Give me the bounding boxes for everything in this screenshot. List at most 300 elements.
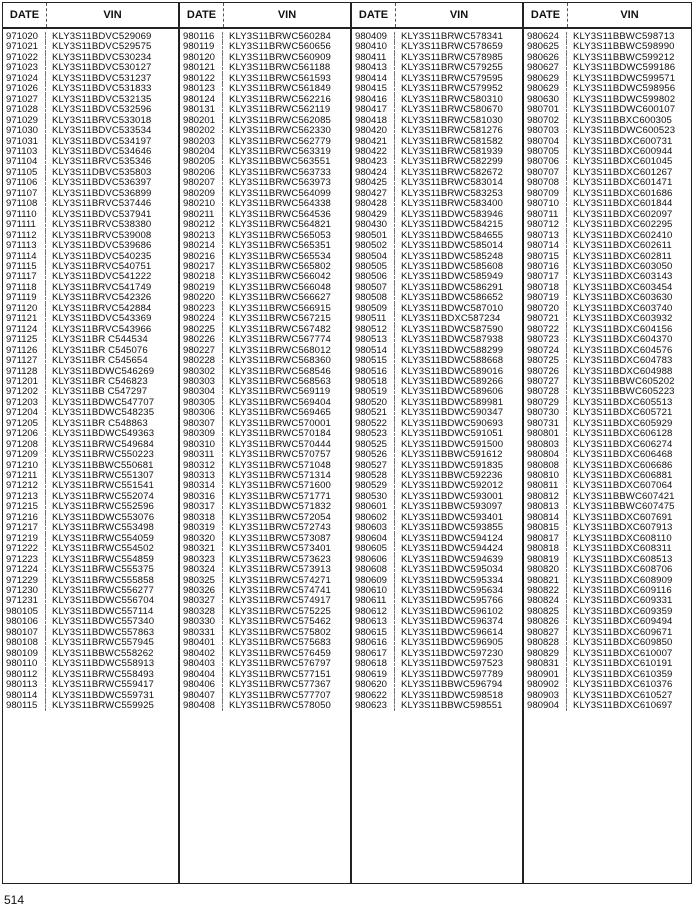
vin-cell: KLY3S11BRWC565534: [229, 250, 331, 262]
vin-cell: KLY3S11BRWC554502: [52, 543, 154, 555]
vin-cell: KLY3S11BRWC562119: [229, 104, 331, 116]
table-row: [352, 565, 522, 575]
date-cell: 980218: [180, 272, 223, 282]
vin-cell: KLY3S11BRWC568360: [229, 355, 331, 367]
date-cell: 980609: [352, 576, 395, 586]
vin-cell: KLY3S11BDXC604988: [573, 365, 673, 377]
vin-cell: KLY3S11BDWC557340: [52, 616, 155, 628]
date-cell: 980612: [352, 607, 395, 617]
date-header: DATE: [180, 3, 224, 27]
date-cell: 971202: [3, 387, 46, 397]
date-cell: 971118: [3, 283, 46, 293]
date-cell: 980815: [524, 523, 567, 533]
date-cell: 980122: [180, 74, 223, 84]
date-cell: 980822: [524, 586, 567, 596]
vin-cell: KLY3S11BDXC601045: [573, 156, 673, 168]
date-cell: 980903: [524, 691, 567, 701]
date-cell: 980715: [524, 252, 567, 262]
date-cell: 980514: [352, 346, 395, 356]
vin-cell: KLY3S11BRVC541749: [52, 281, 152, 293]
date-cell: 980305: [180, 398, 223, 408]
vin-cell: KLY3S11BDWC593001: [401, 490, 504, 502]
vin-cell: KLY3S11BDXC605929: [573, 417, 673, 429]
date-cell: 971127: [3, 356, 46, 366]
vin-cell: KLY3S11BDWC594639: [401, 553, 504, 565]
date-cell: 980119: [180, 42, 223, 52]
date-cell: 980508: [352, 293, 395, 303]
vin-cell: KLY3S11BDWC585014: [401, 240, 504, 252]
vin-cell: KLY3S11BRWC581276: [401, 125, 503, 137]
date-cell: 980214: [180, 241, 223, 251]
vin-cell: KLY3S11BRWC565802: [229, 260, 331, 272]
date-cell: 971023: [3, 63, 46, 73]
vin-cell: KLY3S11BDXC604576: [573, 344, 673, 356]
vin-cell: KLY3S11BDXC606881: [573, 470, 673, 482]
date-cell: 980525: [352, 440, 395, 450]
vin-cell: KLY3S11BDXC610007: [573, 647, 673, 659]
vin-cell: KLY3S11BRWC578985: [401, 51, 503, 63]
date-cell: 971105: [3, 168, 46, 178]
date-cell: 971209: [3, 450, 46, 460]
date-cell: 980515: [352, 356, 395, 366]
date-cell: 971120: [3, 304, 46, 314]
vin-cell: KLY3S11BDXC606128: [573, 428, 673, 440]
date-cell: 980630: [524, 95, 567, 105]
date-cell: 980223: [180, 304, 223, 314]
vin-cell: KLY3S11BDXC610359: [573, 668, 673, 680]
vin-cell: KLY3S11BDXC605513: [573, 396, 673, 408]
table-row: [180, 126, 350, 136]
vin-cell: KLY3S11BRWC555858: [52, 574, 154, 586]
vin-header: VIN: [449, 9, 469, 21]
vin-table: [2, 2, 692, 884]
date-cell: 971029: [3, 116, 46, 126]
date-header: DATE: [524, 3, 568, 27]
vin-cell: KLY3S11BRWC574741: [229, 585, 331, 597]
vin-cell: KLY3S11BDWC599802: [573, 93, 676, 105]
vin-cell: KLY3S11BDWC548235: [52, 407, 155, 419]
date-cell: 980726: [524, 367, 567, 377]
date-cell: 980831: [524, 659, 567, 669]
date-cell: 980605: [352, 544, 395, 554]
date-cell: 980820: [524, 565, 567, 575]
vin-cell: KLY3S11BDXC609671: [573, 626, 673, 638]
vin-cell: KLY3S11BDVC543369: [52, 313, 152, 325]
vin-cell: KLY3S11BDVC532596: [52, 104, 152, 116]
date-cell: 980810: [524, 471, 567, 481]
date-cell: 971106: [3, 178, 46, 188]
date-cell: 980423: [352, 157, 395, 167]
vin-cell: KLY3S11BDVC530127: [52, 62, 152, 74]
date-cell: 971126: [3, 346, 46, 356]
date-cell: 980902: [524, 680, 567, 690]
vin-cell: KLY3S11BRVC539008: [52, 229, 152, 241]
date-cell: 980622: [352, 691, 395, 701]
vin-cell: KLY3S11BRWC572054: [229, 511, 331, 523]
vin-cell: KLY3S11BRWC564536: [229, 208, 331, 220]
date-cell: 980518: [352, 377, 395, 387]
vin-cell: KLY3S11BDVC530234: [52, 51, 152, 63]
vin-cell: KLY3S11DBVC535803: [52, 166, 152, 178]
vin-cell: KLY3S11BRVC533018: [52, 114, 152, 126]
date-cell: 980311: [180, 450, 223, 460]
date-cell: 980825: [524, 607, 567, 617]
date-cell: 980210: [180, 199, 223, 209]
vin-cell: KLY3S11BDWC549363: [52, 428, 155, 440]
date-cell: 980124: [180, 95, 223, 105]
rows: [180, 29, 350, 883]
rows: [3, 29, 178, 883]
date-cell: 980421: [352, 137, 395, 147]
vin-cell: KLY3S11BRWC579595: [401, 72, 503, 84]
vin-cell: KLY3S11BDVC536899: [52, 187, 152, 199]
vin-cell: KLY3S11BBWC558262: [52, 647, 154, 659]
vin-cell: KLY3S11BDXC601686: [573, 187, 673, 199]
date-cell: 971211: [3, 471, 46, 481]
date-cell: 971201: [3, 377, 46, 387]
date-cell: 980814: [524, 513, 567, 523]
date-cell: 980506: [352, 272, 395, 282]
header-row: [3, 3, 178, 29]
date-cell: 971230: [3, 586, 46, 596]
date-cell: 971107: [3, 189, 46, 199]
date-cell: 980410: [352, 42, 395, 52]
date-cell: 971022: [3, 53, 46, 63]
table-row: [524, 356, 691, 366]
table-row: [180, 565, 350, 575]
date-cell: 980602: [352, 513, 395, 523]
vin-cell: KLY3S11BRWC576459: [229, 647, 331, 659]
date-cell: 980513: [352, 335, 395, 345]
date-cell: 971204: [3, 408, 46, 418]
vin-cell: KLY3S11BRWC571048: [229, 459, 331, 471]
vin-cell: KLY3S11BDXC604370: [573, 334, 673, 346]
date-cell: 980712: [524, 220, 567, 230]
date-cell: 980812: [524, 492, 567, 502]
date-header: DATE: [352, 3, 396, 27]
date-cell: 980601: [352, 502, 395, 512]
vin-cell: KLY3S11BBWC607421: [573, 490, 675, 502]
vin-cell: KLY3S11BDWC599571: [573, 72, 676, 84]
vin-cell: KLY3S11BRWC561593: [229, 72, 331, 84]
date-cell: 980212: [180, 220, 223, 230]
vin-cell: KLY3S11BBWC592236: [401, 470, 503, 482]
rows: [524, 29, 691, 883]
date-cell: 980727: [524, 377, 567, 387]
date-cell: 980501: [352, 231, 395, 241]
vin-cell: KLY3S11BRWC566627: [229, 292, 331, 304]
vin-cell: KLY3S11BRWC570444: [229, 438, 331, 450]
date-cell: 980716: [524, 262, 567, 272]
vin-cell: KLY3S11BRWC565053: [229, 229, 331, 241]
date-cell: 980702: [524, 116, 567, 126]
vin-cell: KLY3S11BRWC578659: [401, 41, 503, 53]
table-row: [352, 241, 522, 251]
table-row: [352, 126, 522, 136]
table-row: [352, 356, 522, 366]
date-cell: 980512: [352, 325, 395, 335]
vin-cell: KLY3S11BBWC605202: [573, 375, 675, 387]
table-row: [180, 241, 350, 251]
vin-cell: KLY3S11BDXC610376: [573, 679, 673, 691]
column-group-4: [522, 3, 691, 883]
date-cell: 980206: [180, 168, 223, 178]
date-cell: 980710: [524, 199, 567, 209]
vin-cell: KLY3S11BDWC593401: [401, 511, 504, 523]
vin-cell: KLY3S11BRWC554859: [52, 553, 154, 565]
date-cell: 980904: [524, 701, 567, 711]
date-cell: 971115: [3, 262, 46, 272]
date-cell: 980615: [352, 628, 395, 638]
vin-cell: KLY3S11BDWC596102: [401, 605, 504, 617]
vin-cell: KLY3S11BRWC573401: [229, 543, 331, 555]
vin-cell: KLY3S11BR C545076: [52, 344, 148, 356]
vin-header: VIN: [620, 9, 639, 21]
date-cell: 980408: [180, 701, 223, 711]
date-cell: 980326: [180, 586, 223, 596]
vin-cell: KLY3S11BRWC577367: [229, 679, 331, 691]
date-cell: 980425: [352, 178, 395, 188]
date-cell: 980310: [180, 440, 223, 450]
vin-cell: KLY3S11BRWC564821: [229, 219, 331, 231]
date-cell: 971028: [3, 105, 46, 115]
rows: [352, 29, 522, 883]
vin-cell: KLY3S11BDXC603932: [573, 313, 673, 325]
date-cell: 971108: [3, 199, 46, 209]
vin-cell: KLY3S11BDWC590347: [401, 407, 504, 419]
vin-cell: KLY3S11BDXC601267: [573, 166, 673, 178]
vin-cell: KLY3S11BDXC603454: [573, 281, 673, 293]
vin-cell: KLY3S11BDXC610527: [573, 689, 673, 701]
table-row: [352, 450, 522, 460]
date-cell: 980112: [3, 670, 46, 680]
date-cell: 971031: [3, 137, 46, 147]
date-cell: 971223: [3, 555, 46, 565]
vin-cell: KLY3S11BRWC560656: [229, 41, 331, 53]
vin-cell: KLY3S11BDWC592012: [401, 480, 504, 492]
table-row: [352, 701, 522, 711]
date-cell: 980330: [180, 617, 223, 627]
vin-cell: KLY3S11BDXC600944: [573, 145, 673, 157]
vin-cell: KLY3S11BDXC601471: [573, 177, 673, 189]
date-cell: 980713: [524, 231, 567, 241]
date-cell: 980803: [524, 440, 567, 450]
date-cell: 980629: [524, 74, 567, 84]
date-cell: 980516: [352, 367, 395, 377]
date-cell: 971222: [3, 544, 46, 554]
vin-cell: KLY3S11BBWC593097: [401, 501, 503, 513]
vin-cell: KLY3S11BRWC562085: [229, 114, 331, 126]
vin-cell: KLY3S11BRWC568563: [229, 375, 331, 387]
vin-cell: KLY3S11BDWC588299: [401, 344, 504, 356]
vin-cell: KLY3S11BRWC559417: [52, 679, 154, 691]
vin-cell: KLY3S11BDWC595634: [401, 585, 504, 597]
date-cell: 980216: [180, 252, 223, 262]
vin-cell: KLY3S11BRWC551541: [52, 480, 154, 492]
vin-cell: KLY3S11BDXC609359: [573, 605, 673, 617]
date-cell: 980808: [524, 461, 567, 471]
vin-cell: KLY3S11BDWC591051: [401, 428, 504, 440]
date-cell: 971030: [3, 126, 46, 136]
table-row: [524, 126, 691, 136]
date-cell: 980818: [524, 544, 567, 554]
vin-cell: KLY3S11BRWC563319: [229, 145, 331, 157]
date-cell: 980828: [524, 638, 567, 648]
date-cell: 980402: [180, 649, 223, 659]
vin-cell: KLY3S11BRWC582672: [401, 166, 503, 178]
date-cell: 980617: [352, 649, 395, 659]
vin-cell: KLY3S11BDWC594124: [401, 532, 504, 544]
vin-cell: KLY3S11BRWC567215: [229, 313, 331, 325]
vin-cell: KLY3S11BDXC608311: [573, 543, 672, 555]
date-cell: 980520: [352, 398, 395, 408]
date-cell: 980411: [352, 53, 395, 63]
vin-cell: KLY3S11BDXC603143: [573, 271, 673, 283]
vin-cell: KLY3S11BDXC606468: [573, 449, 673, 461]
date-cell: 980414: [352, 74, 395, 84]
vin-cell: KLY3S11BRWC569404: [229, 396, 331, 408]
vin-cell: KLY3S11BDVC532135: [52, 93, 152, 105]
date-cell: 980224: [180, 314, 223, 324]
vin-cell: KLY3S11BDXC609116: [573, 585, 672, 597]
vin-cell: KLY3S11BRWC571771: [229, 490, 331, 502]
vin-cell: KLY3S11BRWC562330: [229, 125, 331, 137]
date-cell: 971103: [3, 147, 46, 157]
table-row: [3, 565, 178, 575]
vin-cell: KLY3S11BRWC563733: [229, 166, 331, 178]
vin-cell: KLY3S11BDVC536397: [52, 177, 152, 189]
vin-cell: KLY3S11BDWC594424: [401, 543, 504, 555]
vin-cell: KLY3S11BRWC552596: [52, 501, 154, 513]
vin-cell: KLY3S11BDWC593855: [401, 522, 504, 534]
vin-cell: KLY3S11BBWC607475: [573, 501, 675, 513]
vin-cell: KLY3S11BBWC605223: [573, 386, 675, 398]
date-cell: 980608: [352, 565, 395, 575]
date-cell: 980526: [352, 450, 395, 460]
vin-cell: KLY3S11BRWC581582: [401, 135, 503, 147]
vin-cell: KLY3S11BDXC603630: [573, 292, 673, 304]
date-cell: 971205: [3, 419, 46, 429]
vin-cell: KLY3S11BDXC607064: [573, 480, 673, 492]
vin-cell: KLY3S11BDWC596905: [401, 637, 504, 649]
vin-cell: KLY3S11BRWC575802: [229, 626, 331, 638]
date-cell: 980203: [180, 137, 223, 147]
vin-cell: KLY3S11BRWC563973: [229, 177, 331, 189]
vin-cell: KLY3S11BRWC583253: [401, 187, 503, 199]
vin-cell: KLY3S11BDVC540235: [52, 250, 152, 262]
vin-cell: KLY3S11BRWC583400: [401, 198, 503, 210]
vin-cell: KLY3S11BBWC563551: [229, 156, 331, 168]
table-row: [524, 450, 691, 460]
vin-cell: KLY3S11BDVC529069: [52, 31, 152, 42]
date-cell: 980729: [524, 398, 567, 408]
date-cell: 971110: [3, 210, 46, 220]
page-number: 514: [4, 893, 25, 907]
vin-cell: KLY3S11BRWC560909: [229, 51, 331, 63]
vin-cell: KLY3S11BRWC552074: [52, 490, 154, 502]
date-cell: 971026: [3, 84, 46, 94]
vin-cell: KLY3S11BRVC538380: [52, 219, 152, 231]
vin-cell: KLY3S11BDXC602295: [573, 219, 673, 231]
date-cell: 980619: [352, 670, 395, 680]
vin-cell: KLY3S11BR C548863: [52, 417, 148, 429]
vin-cell: KLY3S11BDWC598956: [573, 83, 676, 95]
date-cell: 980219: [180, 283, 223, 293]
vin-cell: KLY3S11BDXC602410: [573, 229, 673, 241]
vin-cell: KLY3S11BDXC606274: [573, 438, 673, 450]
date-cell: 980115: [3, 701, 46, 711]
vin-cell: KLY3S11BDWC598518: [401, 689, 504, 701]
vin-cell: KLY3S11BDVC537941: [52, 208, 152, 220]
date-cell: 980720: [524, 304, 567, 314]
vin-cell: KLY3S11BRWC574271: [229, 574, 331, 586]
vin-cell: KLY3S11BRWC566048: [229, 281, 331, 293]
date-cell: 980704: [524, 137, 567, 147]
vin-cell: KLY3S11BDWC590693: [401, 417, 504, 429]
vin-cell: KLY3S11BBWC596794: [401, 679, 503, 691]
date-cell: 980819: [524, 555, 567, 565]
vin-cell: KLY3S11BDXC608909: [573, 574, 673, 586]
vin-cell: KLY3S11BDWC587590: [401, 323, 504, 335]
date-cell: 971112: [3, 231, 46, 241]
vin-cell: KLY3S11BRWC550223: [52, 449, 154, 461]
vin-cell: KLY3S11BRWC556277: [52, 585, 154, 597]
vin-cell: KLY3S11BDWC589016: [401, 365, 504, 377]
date-cell: 980731: [524, 419, 567, 429]
vin-cell: KLY3S11BRWC562779: [229, 135, 331, 147]
table-row: [3, 126, 178, 136]
vin-cell: KLY3S11BDWC599186: [573, 62, 676, 74]
date-cell: 971217: [3, 523, 46, 533]
vin-cell: KLY3S11BDWC588668: [401, 355, 504, 367]
date-cell: 971020: [3, 32, 46, 42]
vin-cell: KLY3S11BB C547297: [52, 386, 148, 398]
date-cell: 980321: [180, 544, 223, 554]
date-cell: 980804: [524, 450, 567, 460]
vin-cell: KLY3S11BDVC539686: [52, 240, 152, 252]
date-cell: 971124: [3, 325, 46, 335]
vin-cell: KLY3S11BDXC609850: [573, 637, 673, 649]
table-row: [180, 450, 350, 460]
date-cell: 980319: [180, 523, 223, 533]
vin-cell: KLY3S11BRWC580670: [401, 104, 503, 116]
date-cell: 971210: [3, 461, 46, 471]
vin-cell: KLY3S11BRWC573623: [229, 553, 331, 565]
date-cell: 980527: [352, 461, 395, 471]
date-cell: 980307: [180, 419, 223, 429]
date-cell: 980530: [352, 492, 395, 502]
vin-cell: KLY3S11BRWC574917: [229, 595, 331, 607]
date-cell: 980813: [524, 502, 567, 512]
vin-cell: KLY3S11BRWC568012: [229, 344, 331, 356]
table-row: [3, 680, 178, 690]
date-cell: 971125: [3, 335, 46, 345]
vin-cell: KLY3S11BRWC567482: [229, 323, 331, 335]
date-cell: 980202: [180, 126, 223, 136]
date-cell: 980201: [180, 116, 223, 126]
vin-cell: KLY3S11BDWC589606: [401, 386, 504, 398]
header-row: [524, 3, 691, 29]
vin-cell: KLY3S11BRWC560284: [229, 31, 331, 42]
date-cell: 971213: [3, 492, 46, 502]
vin-cell: KLY3S11BRWC571314: [229, 470, 331, 482]
date-cell: 980217: [180, 262, 223, 272]
vin-cell: KLY3S11BDWC600523: [573, 125, 676, 137]
vin-cell: KLY3S11BRWC570757: [229, 449, 331, 461]
date-cell: 980205: [180, 157, 223, 167]
vin-cell: KLY3S11BRWC579952: [401, 83, 503, 95]
date-cell: 980328: [180, 607, 223, 617]
